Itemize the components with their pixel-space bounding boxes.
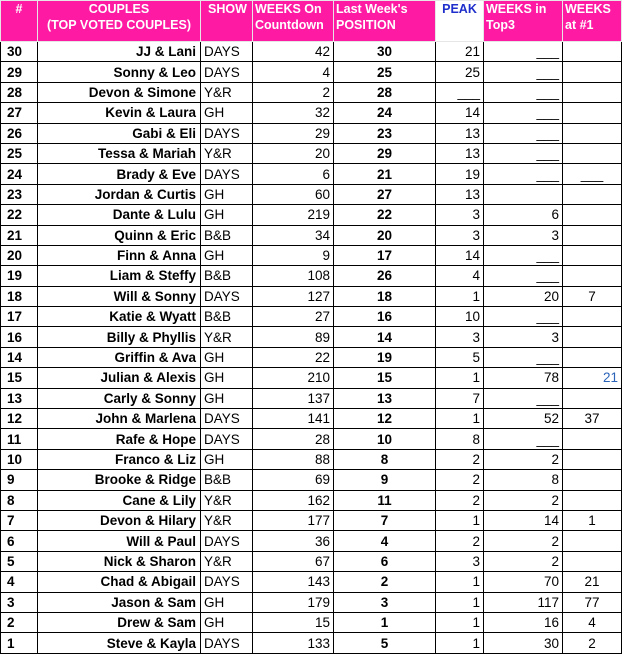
header-couples <box>38 1 201 42</box>
peak-cell: 8 <box>436 429 484 449</box>
rank-cell: 3 <box>1 592 38 612</box>
weeks-at-1-cell <box>563 531 622 551</box>
header-top3-line1: WEEKS in <box>486 2 547 16</box>
weeks-on-countdown-cell: 67 <box>253 551 334 571</box>
couple-cell: Sonny & Leo <box>38 62 201 82</box>
peak-cell: ___ <box>436 82 484 102</box>
header-weeks-line2: Countdown <box>255 18 324 32</box>
couple-cell: Devon & Simone <box>38 82 201 102</box>
weeks-on-countdown-cell: 28 <box>253 429 334 449</box>
weeks-at-1-cell <box>563 429 622 449</box>
couple-cell: Jordan & Curtis <box>38 184 201 204</box>
weeks-at-1-cell <box>563 62 622 82</box>
show-cell: Y&R <box>201 143 253 163</box>
show-cell: GH <box>201 388 253 408</box>
weeks-on-countdown-cell: 127 <box>253 286 334 306</box>
rank-cell: 28 <box>1 82 38 102</box>
weeks-at-1-cell: 1 <box>563 510 622 530</box>
weeks-in-top3-cell: 2 <box>484 490 563 510</box>
rank-cell: 16 <box>1 327 38 347</box>
couple-cell: Nick & Sharon <box>38 551 201 571</box>
header-peak <box>436 1 484 42</box>
show-cell: Y&R <box>201 327 253 347</box>
weeks-at-1-cell: 2 <box>563 633 622 653</box>
peak-cell: 10 <box>436 307 484 327</box>
couple-cell: Kevin & Laura <box>38 103 201 123</box>
weeks-at-1-cell: 4 <box>563 612 622 632</box>
weeks-on-countdown-cell: 4 <box>253 62 334 82</box>
weeks-on-countdown-cell: 27 <box>253 307 334 327</box>
weeks-at-1-cell <box>563 388 622 408</box>
table-row <box>1 327 622 347</box>
weeks-in-top3-cell: ___ <box>484 42 563 62</box>
peak-cell: 14 <box>436 103 484 123</box>
table-row <box>1 388 622 408</box>
weeks-in-top3-cell: ___ <box>484 82 563 102</box>
peak-cell: 1 <box>436 368 484 388</box>
show-cell: GH <box>201 184 253 204</box>
show-cell: GH <box>201 449 253 469</box>
couple-cell: Chad & Abigail <box>38 572 201 592</box>
peak-cell: 7 <box>436 388 484 408</box>
table-row <box>1 531 622 551</box>
rank-cell: 7 <box>1 510 38 530</box>
show-cell: Y&R <box>201 551 253 571</box>
rank-cell: 15 <box>1 368 38 388</box>
weeks-on-countdown-cell: 137 <box>253 388 334 408</box>
header-couples-line2: (TOP VOTED COUPLES) <box>46 18 191 32</box>
weeks-in-top3-cell: 2 <box>484 449 563 469</box>
header-top3-line2: Top3 <box>486 18 515 32</box>
table-row <box>1 490 622 510</box>
weeks-on-countdown-cell: 60 <box>253 184 334 204</box>
table-row <box>1 429 622 449</box>
couple-cell: Quinn & Eric <box>38 225 201 245</box>
show-cell: Y&R <box>201 510 253 530</box>
rank-cell: 18 <box>1 286 38 306</box>
couple-cell: Devon & Hilary <box>38 510 201 530</box>
weeks-in-top3-cell: ___ <box>484 245 563 265</box>
rank-cell: 2 <box>1 612 38 632</box>
peak-cell: 3 <box>436 327 484 347</box>
table-row <box>1 42 622 62</box>
weeks-in-top3-cell: ___ <box>484 62 563 82</box>
couple-cell: Will & Sonny <box>38 286 201 306</box>
rank-cell: 30 <box>1 42 38 62</box>
last-week-position-cell: 17 <box>334 245 436 265</box>
peak-cell: 3 <box>436 225 484 245</box>
table-row <box>1 347 622 367</box>
last-week-position-cell: 15 <box>334 368 436 388</box>
last-week-position-cell: 29 <box>334 143 436 163</box>
rank-cell: 4 <box>1 572 38 592</box>
weeks-in-top3-cell: 6 <box>484 205 563 225</box>
rank-cell: 23 <box>1 184 38 204</box>
peak-cell: 25 <box>436 62 484 82</box>
header-weeks-at-1 <box>563 1 622 42</box>
last-week-position-cell: 7 <box>334 510 436 530</box>
weeks-at-1-cell <box>563 184 622 204</box>
show-cell: Y&R <box>201 82 253 102</box>
weeks-at-1-cell <box>563 82 622 102</box>
table-body <box>1 42 622 654</box>
weeks-at-1-cell <box>563 42 622 62</box>
rank-cell: 11 <box>1 429 38 449</box>
weeks-at-1-cell <box>563 143 622 163</box>
rank-cell: 26 <box>1 123 38 143</box>
show-cell: DAYS <box>201 42 253 62</box>
peak-cell: 2 <box>436 490 484 510</box>
table-row <box>1 286 622 306</box>
show-cell: GH <box>201 368 253 388</box>
last-week-position-cell: 18 <box>334 286 436 306</box>
peak-cell: 5 <box>436 347 484 367</box>
weeks-on-countdown-cell: 210 <box>253 368 334 388</box>
weeks-at-1-cell <box>563 490 622 510</box>
couple-cell: Jason & Sam <box>38 592 201 612</box>
peak-cell: 2 <box>436 470 484 490</box>
weeks-at-1-cell <box>563 123 622 143</box>
table-row <box>1 551 622 571</box>
couple-cell: JJ & Lani <box>38 42 201 62</box>
last-week-position-cell: 24 <box>334 103 436 123</box>
rank-cell: 17 <box>1 307 38 327</box>
last-week-position-cell: 4 <box>334 531 436 551</box>
weeks-at-1-cell <box>563 470 622 490</box>
table-row <box>1 449 622 469</box>
couple-cell: Franco & Liz <box>38 449 201 469</box>
weeks-in-top3-cell: ___ <box>484 143 563 163</box>
header-show-label: SHOW <box>208 2 247 16</box>
peak-cell: 13 <box>436 184 484 204</box>
weeks-in-top3-cell: 16 <box>484 612 563 632</box>
last-week-position-cell: 2 <box>334 572 436 592</box>
weeks-in-top3-cell: ___ <box>484 307 563 327</box>
weeks-on-countdown-cell: 89 <box>253 327 334 347</box>
header-last-line1: Last Week's <box>336 2 408 16</box>
weeks-on-countdown-cell: 34 <box>253 225 334 245</box>
weeks-on-countdown-cell: 6 <box>253 164 334 184</box>
header-peak-label: PEAK <box>442 2 477 16</box>
header-weeks-in-top3 <box>484 1 563 42</box>
couple-cell: Billy & Phyllis <box>38 327 201 347</box>
weeks-at-1-cell: 37 <box>563 409 622 429</box>
show-cell: GH <box>201 347 253 367</box>
weeks-in-top3-cell: 2 <box>484 551 563 571</box>
weeks-in-top3-cell: ___ <box>484 164 563 184</box>
show-cell: B&B <box>201 307 253 327</box>
weeks-at-1-cell <box>563 307 622 327</box>
peak-cell: 1 <box>436 612 484 632</box>
rank-cell: 1 <box>1 633 38 653</box>
weeks-at-1-cell <box>563 347 622 367</box>
table-row <box>1 82 622 102</box>
rank-cell: 24 <box>1 164 38 184</box>
weeks-at-1-cell <box>563 205 622 225</box>
show-cell: DAYS <box>201 633 253 653</box>
last-week-position-cell: 10 <box>334 429 436 449</box>
weeks-at-1-cell <box>563 266 622 286</box>
rank-cell: 22 <box>1 205 38 225</box>
peak-cell: 1 <box>436 633 484 653</box>
weeks-in-top3-cell: 14 <box>484 510 563 530</box>
couple-cell: Drew & Sam <box>38 612 201 632</box>
header-weeks-on-countdown <box>253 1 334 42</box>
rank-cell: 21 <box>1 225 38 245</box>
show-cell: DAYS <box>201 531 253 551</box>
weeks-in-top3-cell: ___ <box>484 103 563 123</box>
last-week-position-cell: 5 <box>334 633 436 653</box>
rank-cell: 12 <box>1 409 38 429</box>
table-row <box>1 510 622 530</box>
weeks-in-top3-cell: ___ <box>484 429 563 449</box>
weeks-on-countdown-cell: 32 <box>253 103 334 123</box>
last-week-position-cell: 21 <box>334 164 436 184</box>
weeks-at-1-cell <box>563 245 622 265</box>
rank-cell: 10 <box>1 449 38 469</box>
last-week-position-cell: 14 <box>334 327 436 347</box>
show-cell: B&B <box>201 266 253 286</box>
table-row <box>1 409 622 429</box>
weeks-on-countdown-cell: 22 <box>253 347 334 367</box>
table-row <box>1 123 622 143</box>
weeks-on-countdown-cell: 133 <box>253 633 334 653</box>
table-header <box>1 1 622 42</box>
couple-cell: Will & Paul <box>38 531 201 551</box>
weeks-on-countdown-cell: 179 <box>253 592 334 612</box>
table-row <box>1 612 622 632</box>
couple-cell: Dante & Lulu <box>38 205 201 225</box>
weeks-on-countdown-cell: 88 <box>253 449 334 469</box>
last-week-position-cell: 9 <box>334 470 436 490</box>
peak-cell: 3 <box>436 205 484 225</box>
weeks-on-countdown-cell: 36 <box>253 531 334 551</box>
last-week-position-cell: 16 <box>334 307 436 327</box>
peak-cell: 4 <box>436 266 484 286</box>
table-row <box>1 572 622 592</box>
couple-cell: Katie & Wyatt <box>38 307 201 327</box>
show-cell: DAYS <box>201 62 253 82</box>
weeks-in-top3-cell: 3 <box>484 327 563 347</box>
weeks-at-1-cell: 7 <box>563 286 622 306</box>
couple-cell: Gabi & Eli <box>38 123 201 143</box>
couple-cell: Carly & Sonny <box>38 388 201 408</box>
peak-cell: 1 <box>436 286 484 306</box>
show-cell: DAYS <box>201 572 253 592</box>
couple-cell: Julian & Alexis <box>38 368 201 388</box>
last-week-position-cell: 28 <box>334 82 436 102</box>
table-row <box>1 164 622 184</box>
weeks-in-top3-cell: ___ <box>484 266 563 286</box>
weeks-at-1-cell <box>563 449 622 469</box>
last-week-position-cell: 19 <box>334 347 436 367</box>
weeks-at-1-cell <box>563 551 622 571</box>
weeks-in-top3-cell: ___ <box>484 123 563 143</box>
header-last-week-position <box>334 1 436 42</box>
table-row <box>1 62 622 82</box>
peak-cell: 1 <box>436 510 484 530</box>
weeks-in-top3-cell: 2 <box>484 531 563 551</box>
rank-cell: 5 <box>1 551 38 571</box>
last-week-position-cell: 30 <box>334 42 436 62</box>
weeks-on-countdown-cell: 143 <box>253 572 334 592</box>
show-cell: GH <box>201 205 253 225</box>
couple-cell: Rafe & Hope <box>38 429 201 449</box>
weeks-in-top3-cell: 70 <box>484 572 563 592</box>
table-row <box>1 143 622 163</box>
couple-cell: Brady & Eve <box>38 164 201 184</box>
rank-cell: 20 <box>1 245 38 265</box>
weeks-on-countdown-cell: 20 <box>253 143 334 163</box>
show-cell: DAYS <box>201 123 253 143</box>
last-week-position-cell: 23 <box>334 123 436 143</box>
show-cell: B&B <box>201 225 253 245</box>
weeks-on-countdown-cell: 177 <box>253 510 334 530</box>
weeks-in-top3-cell: ___ <box>484 347 563 367</box>
peak-cell: 1 <box>436 592 484 612</box>
show-cell: GH <box>201 245 253 265</box>
last-week-position-cell: 26 <box>334 266 436 286</box>
header-show <box>201 1 253 42</box>
weeks-on-countdown-cell: 15 <box>253 612 334 632</box>
couple-cell: Griffin & Ava <box>38 347 201 367</box>
weeks-in-top3-cell: 20 <box>484 286 563 306</box>
show-cell: DAYS <box>201 409 253 429</box>
table-row <box>1 225 622 245</box>
couple-cell: Cane & Lily <box>38 490 201 510</box>
couple-cell: Brooke & Ridge <box>38 470 201 490</box>
couple-cell: Liam & Steffy <box>38 266 201 286</box>
last-week-position-cell: 12 <box>334 409 436 429</box>
header-last-line2: POSITION <box>336 18 396 32</box>
show-cell: GH <box>201 612 253 632</box>
table-row <box>1 470 622 490</box>
table-row <box>1 307 622 327</box>
last-week-position-cell: 3 <box>334 592 436 612</box>
peak-cell: 2 <box>436 531 484 551</box>
last-week-position-cell: 25 <box>334 62 436 82</box>
table-row <box>1 266 622 286</box>
show-cell: GH <box>201 592 253 612</box>
peak-cell: 2 <box>436 449 484 469</box>
weeks-in-top3-cell <box>484 184 563 204</box>
weeks-in-top3-cell: 117 <box>484 592 563 612</box>
header-rank-label: # <box>15 2 23 16</box>
weeks-at-1-cell <box>563 103 622 123</box>
weeks-at-1-cell: ___ <box>563 164 622 184</box>
couple-cell: John & Marlena <box>38 409 201 429</box>
rank-cell: 14 <box>1 347 38 367</box>
weeks-on-countdown-cell: 141 <box>253 409 334 429</box>
last-week-position-cell: 22 <box>334 205 436 225</box>
rank-cell: 6 <box>1 531 38 551</box>
header-at1-line2: at #1 <box>565 18 594 32</box>
weeks-on-countdown-cell: 162 <box>253 490 334 510</box>
table-row <box>1 368 622 388</box>
header-at1-line1: WEEKS <box>565 2 611 16</box>
peak-cell: 13 <box>436 143 484 163</box>
couple-cell: Steve & Kayla <box>38 633 201 653</box>
last-week-position-cell: 27 <box>334 184 436 204</box>
weeks-on-countdown-cell: 9 <box>253 245 334 265</box>
header-weeks-line1: WEEKS On <box>255 2 322 16</box>
weeks-in-top3-cell: 78 <box>484 368 563 388</box>
weeks-on-countdown-cell: 29 <box>253 123 334 143</box>
weeks-at-1-cell: 21 <box>563 368 622 388</box>
weeks-at-1-cell: 21 <box>563 572 622 592</box>
weeks-on-countdown-cell: 42 <box>253 42 334 62</box>
table-row <box>1 184 622 204</box>
weeks-at-1-cell <box>563 225 622 245</box>
peak-cell: 3 <box>436 551 484 571</box>
weeks-on-countdown-cell: 108 <box>253 266 334 286</box>
weeks-in-top3-cell: 8 <box>484 470 563 490</box>
show-cell: Y&R <box>201 490 253 510</box>
table-row <box>1 592 622 612</box>
rank-cell: 29 <box>1 62 38 82</box>
header-row <box>1 1 622 42</box>
show-cell: DAYS <box>201 286 253 306</box>
last-week-position-cell: 20 <box>334 225 436 245</box>
show-cell: DAYS <box>201 429 253 449</box>
rank-cell: 25 <box>1 143 38 163</box>
peak-cell: 14 <box>436 245 484 265</box>
last-week-position-cell: 13 <box>334 388 436 408</box>
weeks-in-top3-cell: 3 <box>484 225 563 245</box>
weeks-in-top3-cell: 30 <box>484 633 563 653</box>
table-row <box>1 633 622 653</box>
couple-cell: Finn & Anna <box>38 245 201 265</box>
weeks-at-1-cell: 77 <box>563 592 622 612</box>
rank-cell: 27 <box>1 103 38 123</box>
table-row <box>1 245 622 265</box>
table-row <box>1 103 622 123</box>
rank-cell: 19 <box>1 266 38 286</box>
rank-cell: 8 <box>1 490 38 510</box>
weeks-at-1-cell <box>563 327 622 347</box>
peak-cell: 13 <box>436 123 484 143</box>
peak-cell: 1 <box>436 409 484 429</box>
header-couples-line1: COUPLES <box>88 2 150 16</box>
peak-cell: 19 <box>436 164 484 184</box>
last-week-position-cell: 1 <box>334 612 436 632</box>
last-week-position-cell: 6 <box>334 551 436 571</box>
last-week-position-cell: 11 <box>334 490 436 510</box>
show-cell: GH <box>201 103 253 123</box>
weeks-on-countdown-cell: 69 <box>253 470 334 490</box>
weeks-on-countdown-cell: 219 <box>253 205 334 225</box>
rank-cell: 9 <box>1 470 38 490</box>
weeks-in-top3-cell: ___ <box>484 388 563 408</box>
peak-cell: 1 <box>436 572 484 592</box>
show-cell: DAYS <box>201 164 253 184</box>
peak-cell: 21 <box>436 42 484 62</box>
weeks-in-top3-cell: 52 <box>484 409 563 429</box>
couple-cell: Tessa & Mariah <box>38 143 201 163</box>
rank-cell: 13 <box>1 388 38 408</box>
show-cell: B&B <box>201 470 253 490</box>
weeks-on-countdown-cell: 2 <box>253 82 334 102</box>
header-rank <box>1 1 38 42</box>
table-row <box>1 205 622 225</box>
last-week-position-cell: 8 <box>334 449 436 469</box>
